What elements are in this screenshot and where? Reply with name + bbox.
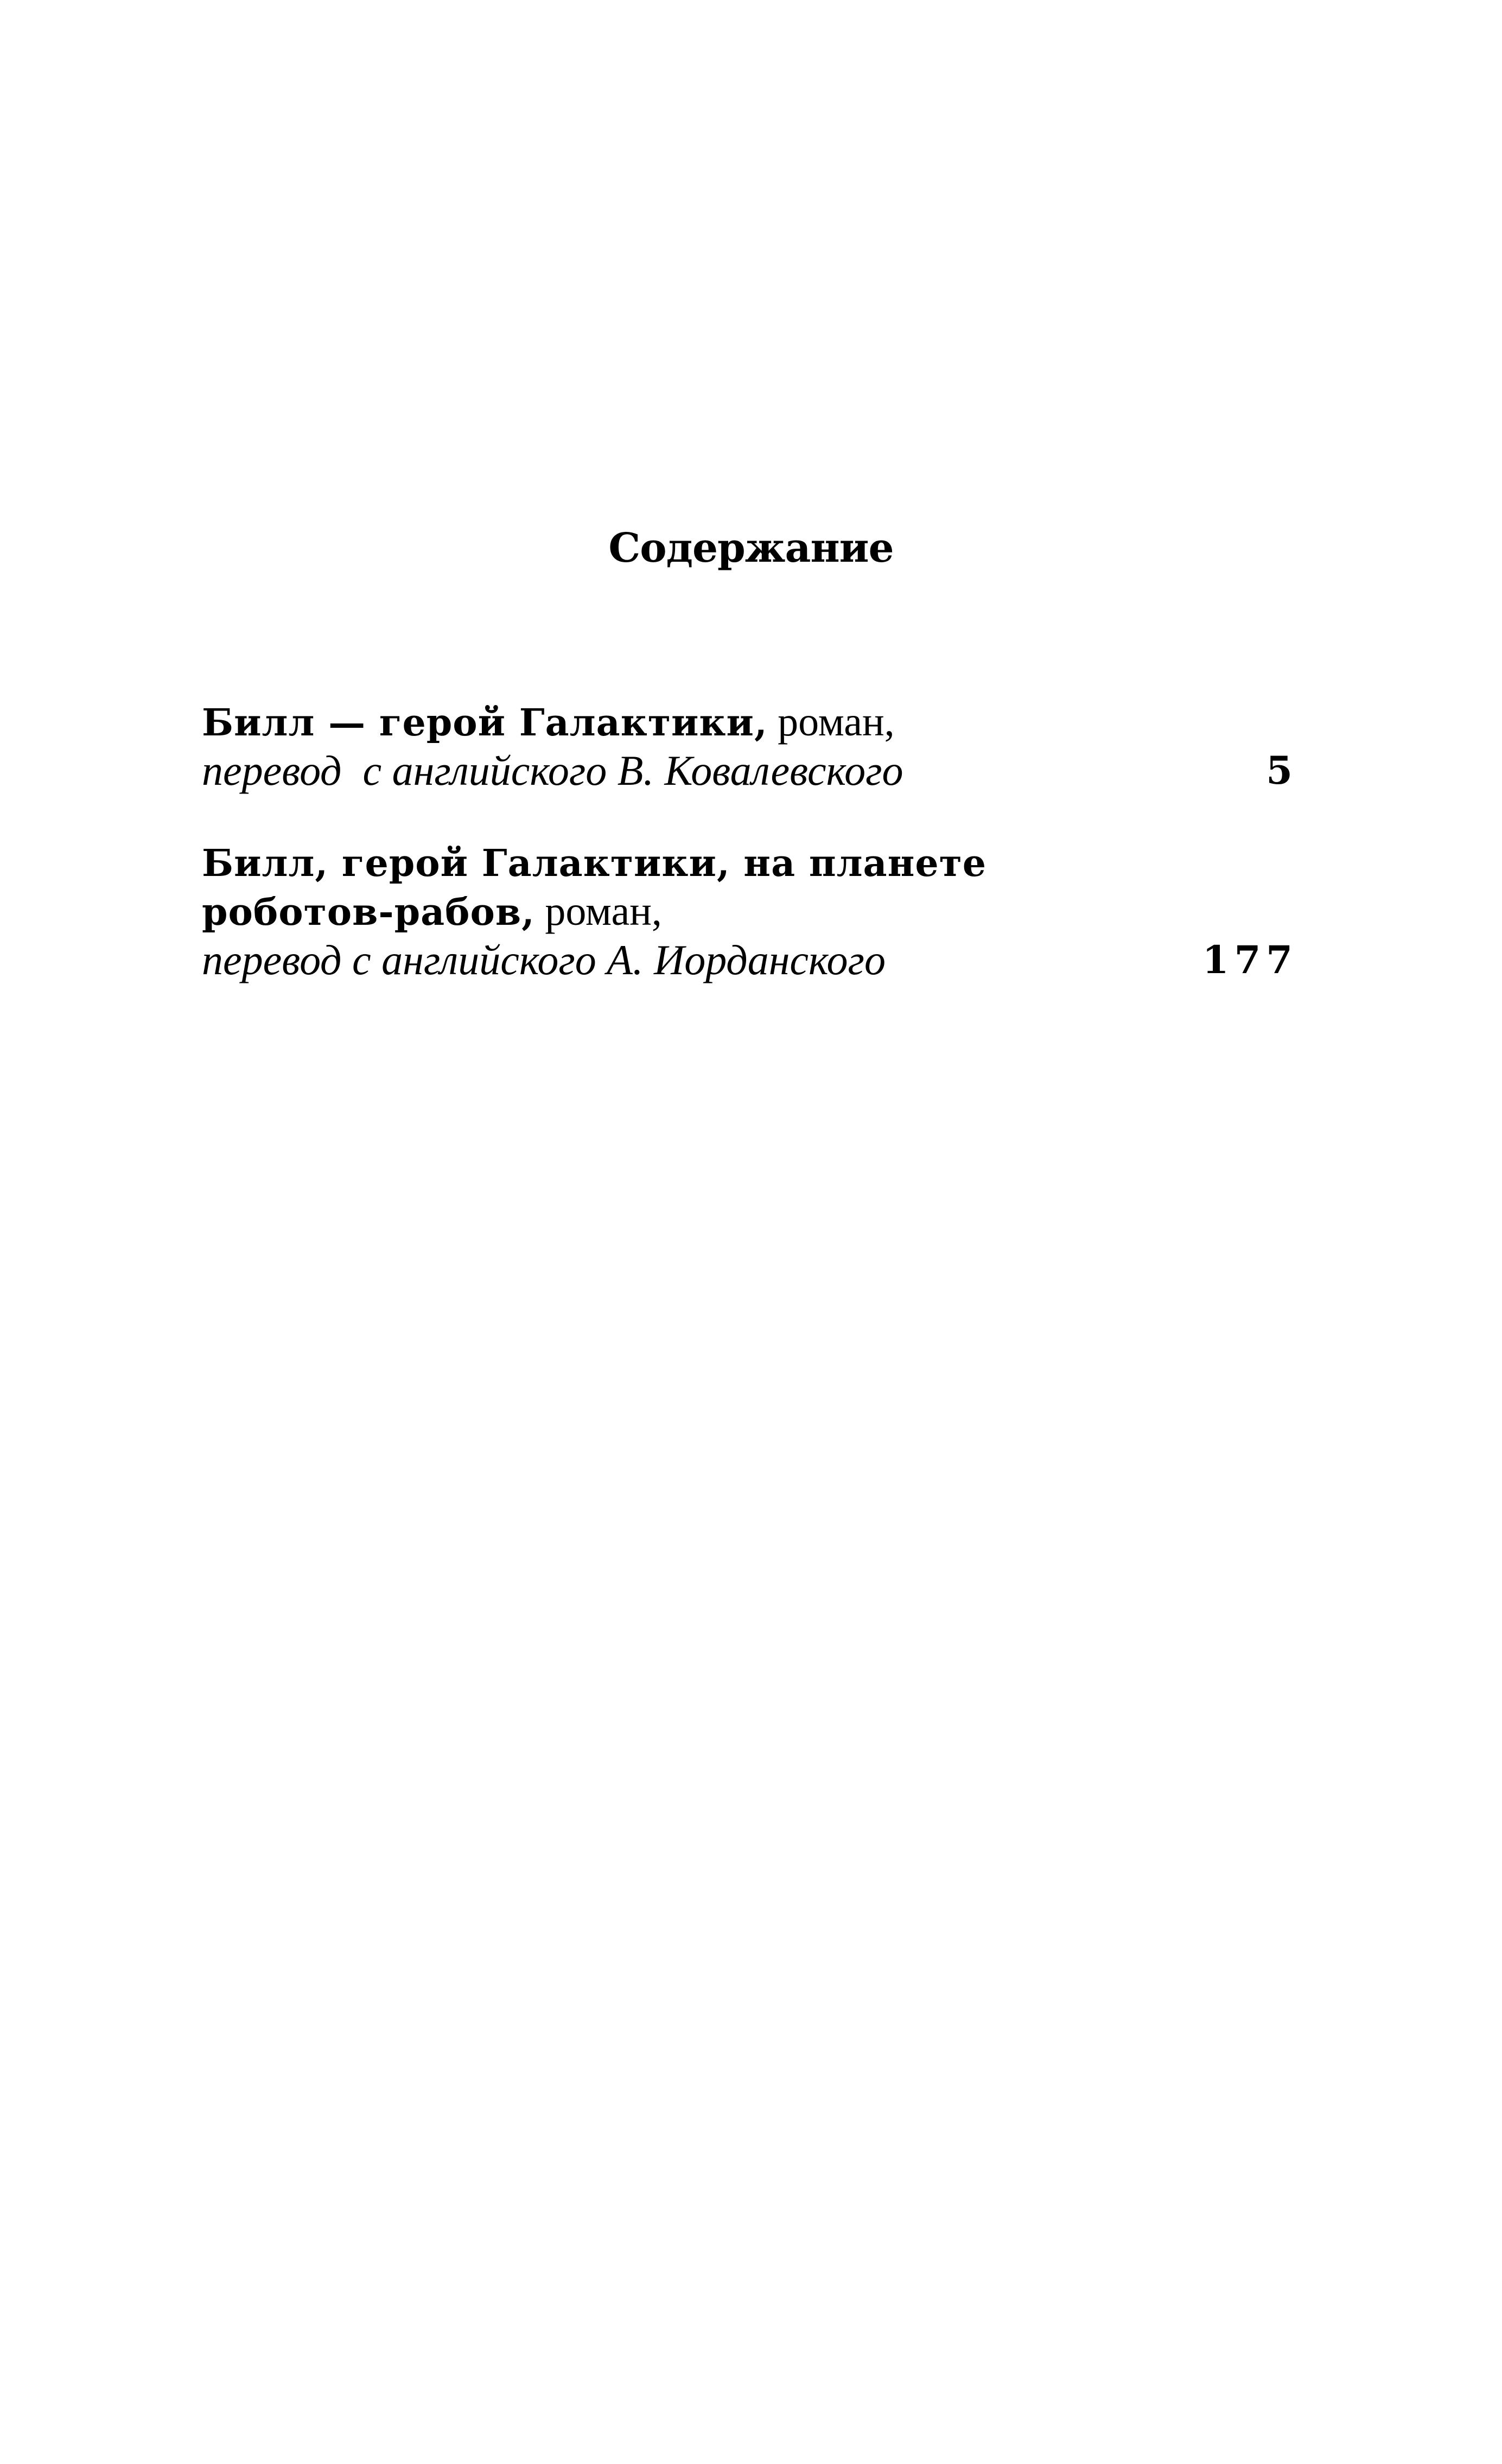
toc-entry-title-continued: роботов-рабов, [202,891,535,934]
toc-entry-title-line [202,698,1298,747]
toc-entry-title-line [202,839,1298,887]
toc-entry [202,839,1298,984]
toc-entry-title-line [202,887,1298,936]
page-title: Содержание [608,525,894,571]
toc-entry-translator: перевод с английского В. Ковалевского [202,747,903,794]
toc-entry-title: Билл — герой Галактики, [202,701,768,745]
toc-entry-page-number: 177 [1202,937,1298,982]
toc-entry-page-number: 5 [1266,748,1298,793]
toc-entry [202,698,1298,795]
toc-entry-translator-line [202,936,1298,984]
toc-entry-genre: роман, [778,699,895,745]
toc-entry-translator: перевод с английского А. Иорданского [202,936,886,983]
toc-entry-translator-line [202,747,1298,795]
toc-entry-title: Билл, герой Галактики, на планете [202,842,987,885]
toc-entry-genre: роман, [545,888,662,934]
